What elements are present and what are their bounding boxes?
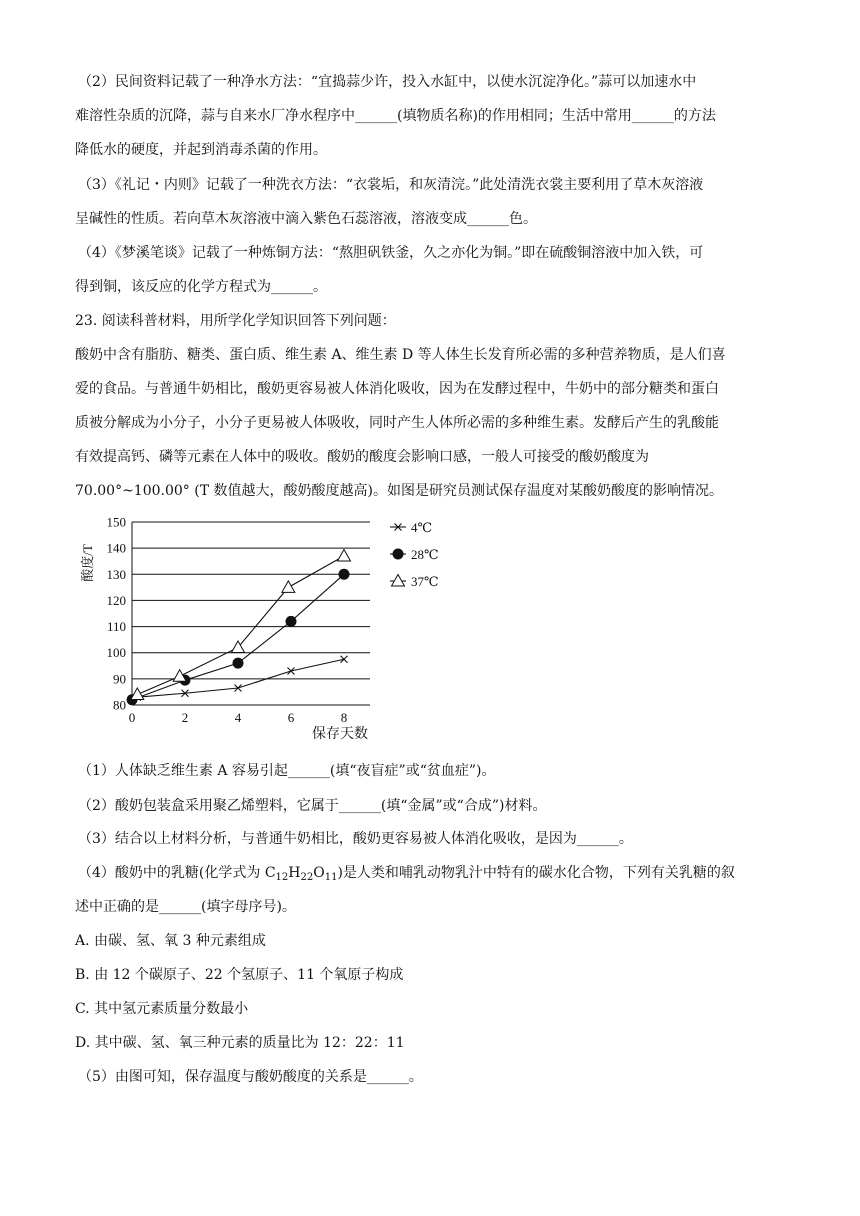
x-tick-label: 0: [128, 710, 136, 725]
legend-item: [390, 520, 432, 535]
sub-question-3: （3）结合以上材料分析，与普通牛奶相比，酸奶更容易被人体消化吸收，是因为______。: [78, 831, 633, 847]
legend-label: 4℃: [411, 520, 433, 535]
paragraph-line: 70.00°~100.00° (T 数值越大，酸奶酸度越高)。如图是研究员测试保存温度对某酸奶酸度的影响情况。: [75, 483, 723, 499]
option-a: A. 由碳、氢、氧 3 种元素组成: [75, 933, 266, 949]
sub-question-4: （4）酸奶中的乳糖(化学式为 $C_{12}H_{22}O_{11}$)是人类和哺乳动物乳汁中特有的碳水化合物，下列有关乳糖的叙: [78, 865, 735, 883]
text-line: 难溶性杂质的沉降，蒜与自来水厂净水程序中______(填物质名称)的作用相同；生活中常用______的方法: [75, 108, 716, 124]
option-b: B. 由 12 个碳原子、22 个氢原子、11 个氧原子构成: [75, 967, 404, 983]
series-line: [137, 556, 344, 695]
text-line: 得到铜，该反应的化学方程式为______。: [75, 279, 327, 295]
sub-question-5: （5）由图可知，保存温度与酸奶酸度的关系是______。: [78, 1069, 423, 1085]
series-triangle: [131, 549, 351, 699]
sub-question-1: （1）人体缺乏维生素 A 容易引起______(填“夜盲症”或“贫血症”)。: [78, 763, 496, 779]
y-tick-label: 140: [106, 540, 126, 556]
text-line: （3）《礼记・内则》记载了一种洗衣方法：“衣裳垢，和灰清浣。”此处清洗衣裳主要利用了草木灰溶液: [78, 177, 704, 193]
text-line: （2）民间资料记载了一种净水方法：“宜捣蒜少许，投入水缸中，以使水沉淀净化。”蒜可以加速水中: [78, 74, 697, 90]
y-tick-label: 100: [106, 645, 126, 661]
option-c: C. 其中氢元素质量分数最小: [75, 1001, 249, 1017]
y-tick-label: 120: [106, 592, 126, 608]
y-axis-label: 酸度/T: [80, 544, 95, 582]
x-tick-label: 2: [181, 710, 189, 725]
y-tick-label: 130: [106, 566, 126, 582]
data-point: [286, 616, 297, 627]
data-point: [131, 688, 144, 700]
option-d: D. 其中碳、氢、氧三种元素的质量比为 12：22：11: [75, 1035, 405, 1051]
legend-label: 28℃: [411, 547, 439, 562]
data-point: [282, 581, 295, 593]
data-point: [393, 549, 404, 560]
chart-legend: [390, 520, 439, 589]
legend-label: 37℃: [411, 574, 439, 589]
x-axis-label: 保存天数: [312, 727, 368, 742]
question-title: 23. 阅读科普材料，用所学化学知识回答下列问题：: [75, 313, 396, 329]
series-line: [132, 574, 344, 699]
acidity-line-chart: [70, 505, 490, 750]
x-tick-label: 4: [234, 710, 242, 725]
x-tick-label: 8: [340, 710, 348, 725]
paragraph-line: 有效提高钙、磷等元素在人体中的吸收。酸奶的酸度会影响口感，一般人可接受的酸奶酸度为: [75, 449, 649, 465]
chart-series: [127, 549, 351, 705]
x-tick-label: 6: [287, 710, 295, 725]
sub-question-4-cont: 述中正确的是______(填字母序号)。: [75, 899, 296, 915]
y-tick-label: 90: [113, 671, 126, 687]
legend-item: [390, 574, 439, 589]
paragraph-line: 爱的食品。与普通牛奶相比，酸奶更容易被人体消化吸收，因为在发酵过程中，牛奶中的部分糖类和蛋白: [75, 381, 719, 397]
y-tick-label: 110: [106, 619, 126, 635]
data-point: [339, 569, 350, 580]
chart-grid: [132, 522, 370, 705]
data-point: [392, 575, 405, 587]
text-line: 降低水的硬度，并起到消毒杀菌的作用。: [75, 142, 327, 158]
y-tick-label: 80: [113, 697, 126, 713]
legend-item: [390, 547, 439, 562]
data-point: [338, 549, 351, 561]
data-point: [233, 658, 244, 669]
text-line: （4）《梦溪笔谈》记载了一种炼铜方法：“熬胆矾铁釜，久之亦化为铜。”即在硫酸铜溶液中加入铁，可: [78, 245, 704, 261]
chart-ticks: [107, 515, 348, 726]
paragraph-line: 质被分解成为小分子，小分子更易被人体吸收，同时产生人体所必需的多种维生素。发酵后产生的乳酸能: [75, 415, 719, 431]
sub-question-2: （2）酸奶包装盒采用聚乙烯塑料，它属于______(填“金属”或“合成”)材料。: [78, 798, 547, 814]
y-tick-label: 150: [106, 514, 126, 530]
text-line: 呈碱性的性质。若向草木灰溶液中滴入紫色石蕊溶液，溶液变成______色。: [75, 211, 537, 227]
paragraph-line: 酸奶中含有脂肪、糖类、蛋白质、维生素 A、维生素 D 等人体生长发育所必需的多种营养物质，是人们喜: [75, 347, 726, 363]
